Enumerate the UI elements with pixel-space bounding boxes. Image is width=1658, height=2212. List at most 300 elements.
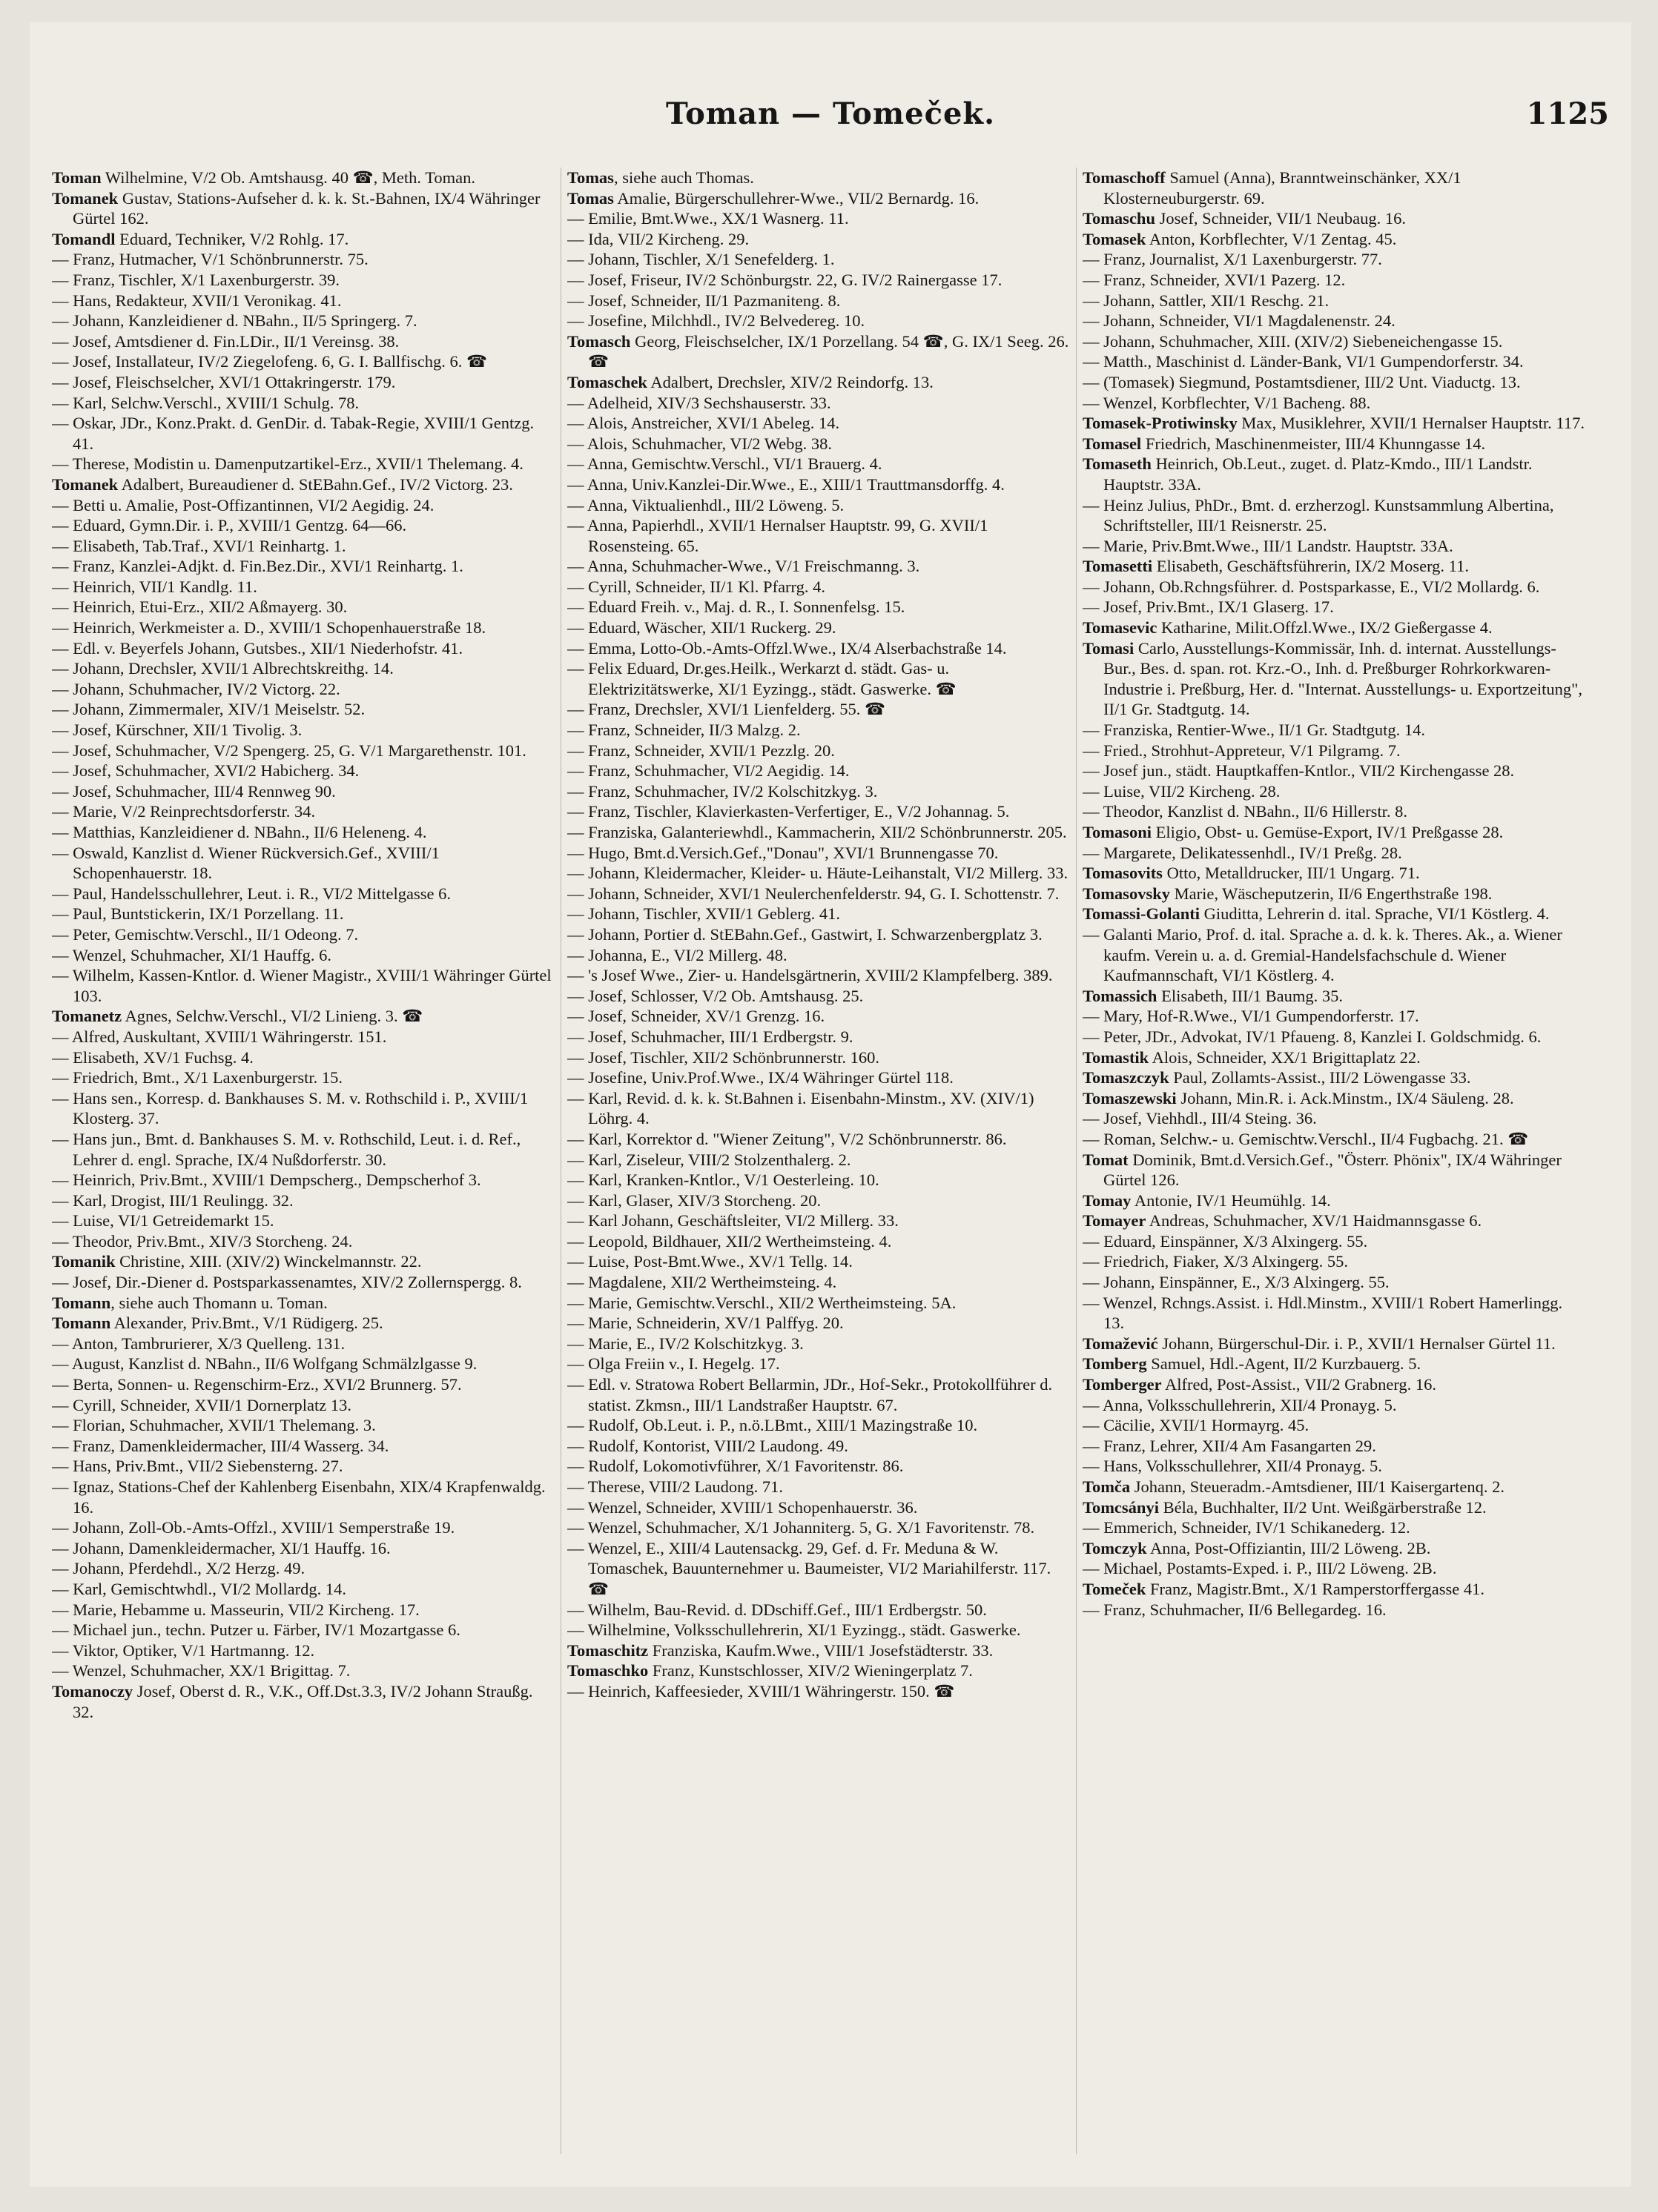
entry-text: — 's Josef Wwe., Zier- u. Handelsgärtnerin, XVIII/2 Klampfelberg. 389. bbox=[567, 966, 1053, 985]
directory-entry bbox=[567, 1681, 1071, 1702]
entry-text: — Hans sen., Korresp. d. Bankhauses S. M. v. Rothschild i. P., XVIII/1 Klosterg. 37. bbox=[52, 1088, 529, 1128]
directory-entry bbox=[52, 1620, 556, 1640]
entry-text: Samuel (Anna), Branntweinschänker, XX/1 Klosterneuburgerstr. 69. bbox=[1103, 168, 1462, 208]
directory-entry bbox=[567, 291, 1071, 311]
directory-entry bbox=[52, 1681, 556, 1722]
directory-entry bbox=[52, 454, 556, 474]
entry-text: — Cäcilie, XVII/1 Hormayrg. 45. bbox=[1083, 1416, 1309, 1435]
directory-entry bbox=[567, 1251, 1071, 1272]
directory-entry bbox=[567, 1620, 1071, 1640]
entry-text: Franz, Kunstschlosser, XIV/2 Wieningerplatz 7. bbox=[648, 1661, 973, 1680]
directory-entry bbox=[1083, 434, 1587, 454]
directory-entry bbox=[567, 1231, 1071, 1252]
entry-text: Eduard, Techniker, V/2 Rohlg. 17. bbox=[115, 229, 349, 248]
entry-text: — Roman, Selchw.- u. Gemischtw.Verschl., II/4 Fugbachg. 21. ☎ bbox=[1083, 1129, 1529, 1148]
entry-text: — Franz, Drechsler, XVI/1 Lienfelderg. 55. ☎ bbox=[567, 700, 886, 719]
directory-entry bbox=[567, 1517, 1071, 1538]
column-2 bbox=[567, 168, 1071, 2169]
directory-entry bbox=[1083, 1211, 1587, 1231]
directory-entry bbox=[52, 270, 556, 291]
entry-surname: Tomaschu bbox=[1083, 209, 1155, 228]
directory-entry bbox=[52, 1272, 556, 1293]
directory-entry bbox=[567, 1334, 1071, 1354]
entry-surname: Tomanetz bbox=[52, 1007, 122, 1026]
directory-entry bbox=[1083, 454, 1587, 494]
entry-surname: Tomann bbox=[52, 1314, 111, 1333]
directory-entry bbox=[1083, 781, 1587, 802]
directory-entry bbox=[1083, 1436, 1587, 1457]
entry-text: — Rudolf, Kontorist, VIII/2 Laudong. 49. bbox=[567, 1436, 848, 1455]
entry-surname: Tomas bbox=[567, 188, 614, 208]
entry-text: — Betti u. Amalie, Post-Offizantinnen, VI/2 Aegidig. 24. bbox=[52, 495, 435, 514]
entry-surname: Tomay bbox=[1083, 1191, 1132, 1210]
directory-entry bbox=[1083, 1006, 1587, 1027]
entry-text: — Karl, Revid. d. k. k. St.Bahnen i. Eisenbahn-Minstm., XV. (XIV/1) Löhrg. 4. bbox=[567, 1088, 1034, 1128]
directory-entry bbox=[567, 1129, 1071, 1150]
directory-entry bbox=[567, 617, 1071, 638]
entry-text: — Berta, Sonnen- u. Regenschirm-Erz., XVI/2 Brunnerg. 57. bbox=[52, 1375, 462, 1394]
directory-entry bbox=[567, 1313, 1071, 1334]
directory-entry bbox=[567, 699, 1071, 720]
entry-text: — Franz, Damenkleidermacher, III/4 Wasserg. 34. bbox=[52, 1436, 389, 1455]
directory-entry bbox=[567, 863, 1071, 884]
entry-text: — Franz, Lehrer, XII/4 Am Fasangarten 29. bbox=[1083, 1436, 1376, 1455]
entry-text: — Paul, Buntstickerin, IX/1 Porzellang. 11. bbox=[52, 904, 344, 924]
directory-entry bbox=[567, 1191, 1071, 1211]
directory-entry bbox=[52, 597, 556, 617]
entry-surname: Tomaschek bbox=[567, 372, 647, 391]
directory-entry bbox=[1083, 638, 1587, 720]
directory-entry bbox=[567, 1436, 1071, 1457]
entry-text: — Hans, Priv.Bmt., VII/2 Siebensterng. 27. bbox=[52, 1457, 343, 1476]
entry-text: — Franz, Tischler, X/1 Laxenburgerstr. 39. bbox=[52, 270, 340, 289]
entry-surname: Tomasovits bbox=[1083, 864, 1163, 883]
directory-entry bbox=[1083, 1579, 1587, 1600]
entry-text: — Josef, Kürschner, XII/1 Tivolig. 3. bbox=[52, 721, 303, 740]
entry-text: — Anna, Papierhdl., XVII/1 Hernalser Hauptstr. 99, G. XVII/1 Rosensteing. 65. bbox=[567, 516, 988, 555]
entry-text: — Wenzel, Schuhmacher, X/1 Johanniterg. 5, G. X/1 Favoritenstr. 78. bbox=[567, 1518, 1035, 1537]
directory-entry bbox=[1083, 208, 1587, 229]
directory-entry bbox=[1083, 1374, 1587, 1395]
entry-text: — Michael, Postamts-Exped. i. P., III/2 Löweng. 2B. bbox=[1083, 1559, 1437, 1578]
directory-entry bbox=[1083, 393, 1587, 414]
directory-entry bbox=[1083, 556, 1587, 577]
entry-text: — Johann, Schuhmacher, IV/2 Victorg. 22. bbox=[52, 679, 340, 698]
directory-entry bbox=[1083, 351, 1587, 372]
entry-surname: Tomcsányi bbox=[1083, 1497, 1159, 1517]
directory-entry bbox=[567, 1415, 1071, 1436]
directory-entry bbox=[52, 801, 556, 822]
directory-entry bbox=[567, 168, 1071, 188]
directory-entry bbox=[567, 188, 1071, 209]
entry-text: — Marie, Gemischtw.Verschl., XII/2 Wertheimsteing. 5A. bbox=[567, 1293, 957, 1312]
directory-entry bbox=[567, 1047, 1071, 1068]
entry-text: — Wenzel, Schneider, XVIII/1 Schopenhauerstr. 36. bbox=[567, 1497, 918, 1517]
entry-text: — Emmerich, Schneider, IV/1 Schikanederg. 12. bbox=[1083, 1518, 1410, 1537]
entry-text: — Fried., Strohhut-Appreteur, V/1 Pilgramg. 7. bbox=[1083, 741, 1401, 760]
entry-text: — Heinrich, Priv.Bmt., XVIII/1 Dempscherg., Dempscherhof 3. bbox=[52, 1170, 481, 1190]
directory-entry bbox=[1083, 801, 1587, 822]
directory-entry bbox=[567, 454, 1071, 474]
directory-entry bbox=[52, 351, 556, 372]
directory-entry bbox=[52, 924, 556, 945]
entry-text: — Hans jun., Bmt. d. Bankhauses S. M. v. Rothschild, Leut. i. d. Ref., Lehrer d. engl. Sprache, IX/4 Nußdorferstr. 30. bbox=[52, 1129, 521, 1169]
directory-entry bbox=[1083, 1477, 1587, 1497]
directory-entry bbox=[567, 741, 1071, 761]
directory-entry bbox=[567, 822, 1071, 843]
entry-text: — Felix Eduard, Dr.ges.Heilk., Werkarzt d. städt. Gas- u. Elektrizitätswerke, XI/1 Eyzingg., städt. Gaswerke. ☎ bbox=[567, 659, 957, 698]
entry-text: — Theodor, Kanzlist d. NBahn., II/6 Hillerstr. 8. bbox=[1083, 802, 1407, 821]
directory-entry bbox=[567, 1006, 1071, 1027]
directory-entry bbox=[567, 413, 1071, 434]
entry-text: — Wenzel, Schuhmacher, XI/1 Hauffg. 6. bbox=[52, 945, 331, 964]
entry-text: — Franziska, Rentier-Wwe., II/1 Gr. Stadtgutg. 14. bbox=[1083, 721, 1425, 740]
directory-entry bbox=[1083, 863, 1587, 884]
entry-text: Katharine, Milit.Offzl.Wwe., IX/2 Gießergasse 4. bbox=[1157, 618, 1493, 638]
entry-text: — Johanna, E., VI/2 Millerg. 48. bbox=[567, 945, 787, 964]
column-1 bbox=[52, 168, 556, 2169]
directory-entry bbox=[52, 1313, 556, 1334]
directory-entry bbox=[52, 1006, 556, 1027]
directory-entry bbox=[52, 781, 556, 802]
entry-text: Johann, Min.R. i. Ack.Minstm., IX/4 Säuleng. 28. bbox=[1176, 1088, 1514, 1107]
directory-page bbox=[30, 22, 1631, 2187]
directory-entry bbox=[567, 1538, 1071, 1600]
entry-text: — Wenzel, Korbflechter, V/1 Bacheng. 88. bbox=[1083, 393, 1371, 412]
entry-text: — Luise, Post-Bmt.Wwe., XV/1 Tellg. 14. bbox=[567, 1252, 853, 1271]
directory-entry bbox=[567, 884, 1071, 904]
directory-entry bbox=[1083, 1088, 1587, 1109]
directory-entry bbox=[52, 577, 556, 597]
entry-text: — Heinrich, Werkmeister a. D., XVIII/1 Schopenhauerstraße 18. bbox=[52, 618, 486, 638]
directory-entry bbox=[52, 311, 556, 331]
directory-entry bbox=[52, 1558, 556, 1579]
entry-surname: Tomaszewski bbox=[1083, 1088, 1177, 1107]
entry-text: — Marie, Priv.Bmt.Wwe., III/1 Landstr. Hauptstr. 33A. bbox=[1083, 536, 1453, 555]
directory-entry bbox=[52, 741, 556, 761]
entry-surname: Tomann bbox=[52, 1293, 111, 1312]
entry-text: — Anna, Volksschullehrerin, XII/4 Pronayg. 5. bbox=[1083, 1395, 1397, 1414]
entry-text: — Franz, Schneider, II/3 Malzg. 2. bbox=[567, 721, 801, 740]
directory-entry bbox=[52, 249, 556, 270]
entry-text: — Josef, Schuhmacher, V/2 Spengerg. 25, G. V/1 Margarethenstr. 101. bbox=[52, 741, 526, 760]
directory-entry bbox=[567, 577, 1071, 597]
directory-entry bbox=[52, 1579, 556, 1600]
entry-text: Agnes, Selchw.Verschl., VI/2 Linieng. 3. ☎ bbox=[122, 1007, 423, 1026]
directory-entry bbox=[1083, 1558, 1587, 1579]
entry-text: — Wilhelmine, Volksschullehrerin, XI/1 Eyzingg., städt. Gaswerke. bbox=[567, 1620, 1021, 1640]
entry-text: — Elisabeth, XV/1 Fuchsg. 4. bbox=[52, 1047, 254, 1067]
directory-entry bbox=[567, 597, 1071, 617]
entry-text: Alexander, Priv.Bmt., V/1 Rüdigerg. 25. bbox=[110, 1314, 383, 1333]
directory-entry bbox=[52, 699, 556, 720]
entry-text: — Johann, Drechsler, XVII/1 Albrechtskreithg. 14. bbox=[52, 659, 394, 678]
entry-text: — Marie, V/2 Reinprechtsdorferstr. 34. bbox=[52, 802, 316, 821]
directory-entry bbox=[1083, 229, 1587, 250]
entry-text: — Ignaz, Stations-Chef der Kahlenberg Eisenbahn, XIX/4 Krapfenwaldg. 16. bbox=[52, 1477, 546, 1517]
entry-text: — Franz, Schneider, XVI/1 Pazerg. 12. bbox=[1083, 270, 1346, 289]
entry-text: — Luise, VII/2 Kircheng. 28. bbox=[1083, 781, 1281, 801]
entry-text: — Johann, Zimmermaler, XIV/1 Meiselstr. 52. bbox=[52, 700, 366, 719]
entry-text: Samuel, Hdl.-Agent, II/2 Kurzbauerg. 5. bbox=[1146, 1354, 1421, 1374]
entry-surname: Tomasovsky bbox=[1083, 884, 1170, 903]
entry-text: Paul, Zollamts-Assist., III/2 Löwengasse 33. bbox=[1169, 1068, 1471, 1087]
entry-text: — Edl. v. Beyerfels Johann, Gutsbes., XII/1 Niederhofstr. 41. bbox=[52, 638, 463, 658]
directory-entry bbox=[52, 413, 556, 454]
directory-entry bbox=[1083, 270, 1587, 291]
directory-entry bbox=[567, 1150, 1071, 1170]
entry-text: — Hans, Volksschullehrer, XII/4 Pronayg. 5. bbox=[1083, 1457, 1382, 1476]
directory-entry bbox=[52, 229, 556, 250]
entry-text: — Magdalene, XII/2 Wertheimsteing. 4. bbox=[567, 1273, 837, 1292]
directory-entry bbox=[567, 1027, 1071, 1047]
directory-entry bbox=[52, 1354, 556, 1374]
entry-text: Heinrich, Ob.Leut., zuget. d. Platz-Kmdo., III/1 Landstr. Hauptstr. 33A. bbox=[1103, 454, 1533, 494]
entry-text: Alois, Schneider, XX/1 Brigittaplatz 22. bbox=[1149, 1047, 1421, 1067]
entry-text: — Wilhelm, Bau-Revid. d. DDschiff.Gef., III/1 Erdbergstr. 50. bbox=[567, 1600, 987, 1619]
entry-text: — Johann, Schneider, VI/1 Magdalenenstr. 24. bbox=[1083, 311, 1396, 331]
entry-text: — Anton, Tambrurierer, X/3 Quelleng. 131. bbox=[52, 1334, 346, 1353]
entry-text: — Adelheid, XIV/3 Sechshauserstr. 33. bbox=[567, 393, 831, 412]
entry-surname: Tomas bbox=[567, 168, 614, 187]
entry-text: — Oskar, JDr., Konz.Prakt. d. GenDir. d. Tabak-Regie, XVIII/1 Gentzg. 41. bbox=[52, 414, 535, 453]
directory-entry bbox=[567, 1293, 1071, 1314]
entry-text: — Michael jun., techn. Putzer u. Färber, IV/1 Mozartgasse 6. bbox=[52, 1620, 460, 1640]
directory-entry bbox=[52, 1088, 556, 1129]
directory-entry bbox=[52, 945, 556, 966]
directory-entry bbox=[1083, 168, 1587, 208]
entry-text: — Johann, Sattler, XII/1 Reschg. 21. bbox=[1083, 291, 1330, 310]
entry-text: Josef, Oberst d. R., V.K., Off.Dst.3.3, IV/2 Johann Straußg. 32. bbox=[73, 1681, 533, 1721]
entry-text: — Karl Johann, Geschäftsleiter, VI/2 Millerg. 33. bbox=[567, 1211, 899, 1231]
directory-entry bbox=[567, 474, 1071, 495]
entry-text: — Mary, Hof-R.Wwe., VI/1 Gumpendorferstr. 17. bbox=[1083, 1007, 1419, 1026]
entry-text: Alfred, Post-Assist., VII/2 Grabnerg. 16. bbox=[1161, 1375, 1437, 1394]
directory-entry bbox=[567, 843, 1071, 864]
entry-surname: Tomat bbox=[1083, 1150, 1129, 1169]
directory-entry bbox=[52, 1600, 556, 1620]
entry-text: Dominik, Bmt.d.Versich.Gef., "Österr. Phönix", IX/4 Währinger Gürtel 126. bbox=[1103, 1150, 1562, 1190]
entry-text: — Karl, Selchw.Verschl., XVIII/1 Schulg. 78. bbox=[52, 393, 360, 412]
entry-surname: Tomaseth bbox=[1083, 454, 1152, 474]
entry-text: — Johann, Ob.Rchngsführer. d. Postsparkasse, E., VI/2 Mollardg. 6. bbox=[1083, 577, 1540, 596]
entry-text: , siehe auch Thomann u. Toman. bbox=[110, 1293, 328, 1312]
directory-entry bbox=[1083, 1456, 1587, 1477]
entry-text: — Johann, Tischler, XVII/1 Geblerg. 41. bbox=[567, 904, 841, 924]
entry-text: — Franz, Hutmacher, V/1 Schönbrunnerstr. 75. bbox=[52, 250, 369, 269]
directory-entry bbox=[567, 1497, 1071, 1518]
entry-surname: Tomažević bbox=[1083, 1334, 1158, 1353]
entry-surname: Tomanik bbox=[52, 1252, 116, 1271]
entry-text: — Luise, VI/1 Getreidemarkt 15. bbox=[52, 1211, 274, 1231]
entry-text: — Karl, Ziseleur, VIII/2 Stolzenthalerg. 2. bbox=[567, 1150, 851, 1169]
directory-entry bbox=[1083, 904, 1587, 924]
entry-text: — Paul, Handelsschullehrer, Leut. i. R., VI/2 Mittelgasse 6. bbox=[52, 884, 451, 903]
directory-entry bbox=[52, 1395, 556, 1416]
directory-entry bbox=[52, 1191, 556, 1211]
entry-text: — Josef, Schlosser, V/2 Ob. Amtshausg. 25. bbox=[567, 986, 864, 1005]
entry-text: — Wenzel, Rchngs.Assist. i. Hdl.Minstm., XVIII/1 Robert Hamerlingg. 13. bbox=[1083, 1293, 1563, 1333]
directory-entry bbox=[52, 1334, 556, 1354]
entry-text: — (Tomasek) Siegmund, Postamtsdiener, III/2 Unt. Viaductg. 13. bbox=[1083, 372, 1521, 391]
directory-entry bbox=[1083, 986, 1587, 1007]
entry-surname: Tomberger bbox=[1083, 1375, 1162, 1394]
directory-entry bbox=[52, 1374, 556, 1395]
directory-entry bbox=[52, 1231, 556, 1252]
directory-entry bbox=[52, 1660, 556, 1681]
entry-text: — Josef, Schuhmacher, XVI/2 Habicherg. 34. bbox=[52, 761, 360, 781]
entry-text: — Josef, Dir.-Diener d. Postsparkassenamtes, XIV/2 Zollernspergg. 8. bbox=[52, 1273, 522, 1292]
directory-entry bbox=[1083, 1293, 1587, 1334]
entry-text: Anton, Korbflechter, V/1 Zentag. 45. bbox=[1146, 229, 1397, 248]
entry-text: — Anna, Schuhmacher-Wwe., V/1 Freischmanng. 3. bbox=[567, 557, 920, 576]
entry-text: — Friedrich, Bmt., X/1 Laxenburgerstr. 15. bbox=[52, 1068, 343, 1087]
directory-entry bbox=[567, 331, 1071, 372]
directory-entry bbox=[1083, 311, 1587, 331]
entry-text: — Josef, Installateur, IV/2 Ziegelofeng. 6, G. I. Ballfischg. 6. ☎ bbox=[52, 352, 487, 371]
directory-entry bbox=[1083, 1272, 1587, 1293]
entry-text: — August, Kanzlist d. NBahn., II/6 Wolfgang Schmälzlgasse 9. bbox=[52, 1354, 478, 1374]
entry-text: Andreas, Schuhmacher, XV/1 Haidmannsgasse 6. bbox=[1146, 1211, 1482, 1231]
entry-text: — Therese, Modistin u. Damenputzartikel-Erz., XVII/1 Thelemang. 4. bbox=[52, 454, 524, 474]
entry-text: — Karl, Gemischtwhdl., VI/2 Mollardg. 14. bbox=[52, 1579, 347, 1598]
directory-entry bbox=[1083, 291, 1587, 311]
directory-entry bbox=[567, 945, 1071, 966]
entry-text: — Elisabeth, Tab.Traf., XVI/1 Reinhartg. 1. bbox=[52, 536, 346, 555]
entry-text: — Alois, Anstreicher, XVI/1 Abeleg. 14. bbox=[567, 414, 840, 433]
entry-surname: Tomasek bbox=[1083, 229, 1146, 248]
directory-entry bbox=[567, 249, 1071, 270]
directory-entry bbox=[52, 617, 556, 638]
entry-text: Christine, XIII. (XIV/2) Winckelmannstr. 22. bbox=[115, 1252, 422, 1271]
entry-surname: Tomaschoff bbox=[1083, 168, 1166, 187]
directory-entry bbox=[1083, 1067, 1587, 1088]
entry-text: — Franz, Schuhmacher, VI/2 Aegidig. 14. bbox=[567, 761, 850, 781]
entry-text: — Josefine, Milchhdl., IV/2 Belvedereg. 10. bbox=[567, 311, 865, 331]
entry-text: Franz, Magistr.Bmt., X/1 Ramperstorffergasse 41. bbox=[1146, 1579, 1485, 1598]
directory-entry bbox=[52, 1640, 556, 1661]
directory-entry bbox=[567, 1477, 1071, 1497]
directory-entry bbox=[1083, 1108, 1587, 1129]
directory-entry bbox=[52, 720, 556, 741]
directory-entry bbox=[52, 372, 556, 393]
entry-text: — Johann, Pferdehdl., X/2 Herzg. 49. bbox=[52, 1559, 305, 1578]
directory-entry bbox=[52, 679, 556, 700]
directory-entry bbox=[1083, 1395, 1587, 1416]
entry-text: — Wenzel, E., XIII/4 Lautensackg. 29, Gef. d. Fr. Meduna & W. Tomaschek, Bauunternehmer u. Baumeister, VI/2 Mariahilferstr. 117. ☎ bbox=[567, 1538, 1051, 1598]
entry-text: — Peter, Gemischtw.Verschl., II/1 Odeong. 7. bbox=[52, 924, 359, 944]
entry-text: — Wilhelm, Kassen-Kntlor. d. Wiener Magistr., XVIII/1 Währinger Gürtel 103. bbox=[52, 966, 552, 1005]
directory-entry bbox=[1083, 249, 1587, 270]
entry-text: — Marie, Hebamme u. Masseurin, VII/2 Kircheng. 17. bbox=[52, 1600, 420, 1619]
entry-text: Giuditta, Lehrerin d. ital. Sprache, VI/1 Köstlerg. 4. bbox=[1199, 904, 1550, 924]
entry-text: — Matth., Maschinist d. Länder-Bank, VI/1 Gumpendorferstr. 34. bbox=[1083, 352, 1524, 371]
entry-text: — Rudolf, Ob.Leut. i. P., n.ö.LBmt., XIII/1 Mazingstraße 10. bbox=[567, 1416, 978, 1435]
entry-text: — Wenzel, Schuhmacher, XX/1 Brigittag. 7. bbox=[52, 1661, 351, 1680]
directory-entry bbox=[52, 1251, 556, 1272]
directory-entry bbox=[52, 658, 556, 679]
entry-surname: Tomassi-Golanti bbox=[1083, 904, 1200, 924]
entry-surname: Tomanek bbox=[52, 474, 119, 494]
entry-text: — Johann, Kleidermacher, Kleider- u. Häute-Leihanstalt, VI/2 Millerg. 33. bbox=[567, 864, 1069, 883]
entry-text: — Anna, Gemischtw.Verschl., VI/1 Brauerg. 4. bbox=[567, 454, 882, 474]
directory-entry bbox=[567, 229, 1071, 250]
page-header bbox=[30, 96, 1631, 148]
directory-entry bbox=[1083, 1334, 1587, 1354]
directory-entry bbox=[567, 1170, 1071, 1191]
directory-entry bbox=[52, 556, 556, 577]
directory-entry bbox=[567, 658, 1071, 699]
entry-text: Wilhelmine, V/2 Ob. Amtshausg. 40 ☎, Meth. Toman. bbox=[101, 168, 475, 187]
entry-text: — Johann, Einspänner, E., X/3 Alxingerg. 55. bbox=[1083, 1273, 1390, 1292]
entry-text: — Johann, Schneider, XVI/1 Neulerchenfelderstr. 94, G. I. Schottenstr. 7. bbox=[567, 884, 1060, 903]
entry-surname: Tomasevic bbox=[1083, 618, 1157, 638]
directory-entry bbox=[1083, 1150, 1587, 1191]
entry-text: — Cyrill, Schneider, II/1 Kl. Pfarrg. 4. bbox=[567, 577, 826, 596]
directory-entry bbox=[567, 515, 1071, 556]
entry-text: — Johann, Kanzleidiener d. NBahn., II/5 Springerg. 7. bbox=[52, 311, 417, 331]
directory-entry bbox=[567, 1211, 1071, 1231]
directory-entry bbox=[567, 1660, 1071, 1681]
directory-entry bbox=[52, 1415, 556, 1436]
entry-text: Carlo, Ausstellungs-Kommissär, Inh. d. internat. Ausstellungs-Bur., Bes. d. span. rot. Krz.-O., Inh. d. Preßburger Rohrkorkwaren-Industrie i. Preßburg, Her. d. "Internat. Ausstellungs- u. Exportzeitung", II/1 Gr. Stadtgutg. 14. bbox=[1103, 638, 1582, 719]
entry-text: — Marie, Schneiderin, XV/1 Palffyg. 20. bbox=[567, 1314, 844, 1333]
entry-surname: Tomassich bbox=[1083, 986, 1157, 1005]
entry-text: — Olga Freiin v., I. Hegelg. 17. bbox=[567, 1354, 780, 1374]
entry-surname: Tomasel bbox=[1083, 434, 1142, 453]
entry-text: — Marie, E., IV/2 Kolschitzkyg. 3. bbox=[567, 1334, 804, 1353]
directory-entry bbox=[52, 1517, 556, 1538]
entry-text: Johann, Steueradm.-Amtsdiener, III/1 Kaisergartenq. 2. bbox=[1130, 1477, 1505, 1496]
directory-entry bbox=[1083, 1047, 1587, 1068]
entry-text: — Karl, Korrektor d. "Wiener Zeitung", V/2 Schönbrunnerstr. 86. bbox=[567, 1129, 1007, 1148]
entry-text: — Edl. v. Stratowa Robert Bellarmin, JDr., Hof-Sekr., Protokollführer d. statist. Zkmsn., III/1 Landstraßer Hauptstr. 67. bbox=[567, 1375, 1053, 1414]
entry-surname: Tomaszczyk bbox=[1083, 1068, 1169, 1087]
directory-entry bbox=[1083, 495, 1587, 536]
entry-text: — Leopold, Bildhauer, XII/2 Wertheimsteing. 4. bbox=[567, 1231, 892, 1251]
entry-text: Otto, Metalldrucker, III/1 Ungarg. 71. bbox=[1162, 864, 1420, 883]
directory-entry bbox=[1083, 1129, 1587, 1150]
directory-entry bbox=[1083, 924, 1587, 986]
entry-text: — Josef, Amtsdiener d. Fin.LDir., II/1 Vereinsg. 38. bbox=[52, 331, 400, 351]
entry-surname: Tomaschitz bbox=[567, 1640, 649, 1660]
entry-text: Friedrich, Maschinenmeister, III/4 Khunngasse 14. bbox=[1141, 434, 1486, 453]
entry-text: Marie, Wäscheputzerin, II/6 Engerthstraße 198. bbox=[1169, 884, 1493, 903]
entry-text: — Franz, Tischler, Klavierkasten-Verfertiger, E., V/2 Johannag. 5. bbox=[567, 802, 1010, 821]
directory-entry bbox=[1083, 1600, 1587, 1620]
directory-entry bbox=[1083, 1354, 1587, 1374]
directory-entry bbox=[567, 965, 1071, 986]
directory-entry bbox=[52, 1477, 556, 1517]
directory-entry bbox=[567, 393, 1071, 414]
entry-text: — Peter, JDr., Advokat, IV/1 Pfaueng. 8, Kanzlei I. Goldschmidg. 6. bbox=[1083, 1027, 1542, 1046]
entry-text: — Heinz Julius, PhDr., Bmt. d. erzherzogl. Kunstsammlung Albertina, Schriftsteller, III/1 Reisnerstr. 25. bbox=[1083, 495, 1554, 535]
directory-entry bbox=[1083, 617, 1587, 638]
directory-entry bbox=[52, 904, 556, 924]
directory-entry bbox=[1083, 1027, 1587, 1047]
directory-entry bbox=[52, 1047, 556, 1068]
directory-entry bbox=[567, 986, 1071, 1007]
entry-text: — Galanti Mario, Prof. d. ital. Sprache a. d. k. k. Theres. Ak., a. Wiener kaufm. Verein u. a. d. Gremial-Handelsfachschule d. Wiener Kaufmannschaft, VI/1 Köstlerg. 4. bbox=[1083, 924, 1562, 985]
entry-surname: Tomasi bbox=[1083, 638, 1134, 658]
directory-entry bbox=[52, 1538, 556, 1559]
entry-text: Adalbert, Bureaudiener d. StEBahn.Gef., IV/2 Victorg. 23. bbox=[118, 474, 513, 494]
running-title: Toman — Tomeček. bbox=[665, 96, 996, 131]
entry-text: — Emilie, Bmt.Wwe., XX/1 Wasnerg. 11. bbox=[567, 209, 849, 228]
directory-entry bbox=[52, 1170, 556, 1191]
entry-text: Gustav, Stations-Aufseher d. k. k. St.-Bahnen, IX/4 Währinger Gürtel 162. bbox=[73, 188, 541, 228]
directory-entry bbox=[1083, 843, 1587, 864]
